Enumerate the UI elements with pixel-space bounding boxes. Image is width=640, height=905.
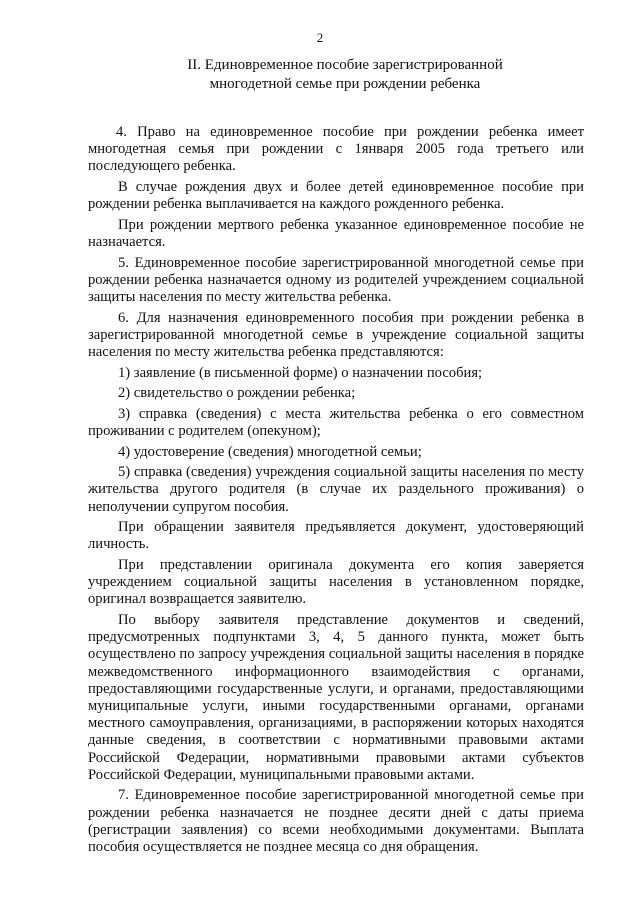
list-item-1-application: 1) заявление (в письменной форме) о назначении пособия; xyxy=(118,364,483,381)
document-body xyxy=(88,124,584,860)
paragraph-stillbirth: При рождении мертвого ребенка указанное единовременное пособие не назначается. xyxy=(88,216,584,250)
section-title xyxy=(150,56,540,94)
paragraph-interagency-request: По выбору заявителя представление документов и сведений, предусмотренных подпунктами 3, 4, 5 данного пункта, может быть осуществлено по запросу учреждения социальной защиты населения в порядке межведомственного информационного взаимодействия с органами, предоставляющими государственные услуги, и органами, предоставляющими муниципальные услуги, иными государственными органами, органами местного самоуправления, организациями, в распоряжении которых находятся данные сведения, в соответствии с нормативными правовыми актами Российской Федерации, нормативными правовыми актами субъектов Российской Федерации, муниципальными правовыми актами. xyxy=(88,611,584,783)
paragraph-5-assignment: 5. Единовременное пособие зарегистрированной многодетной семье при рождении ребенка назначается одному из родителей учреждением социальной защиты населения по месту жительства ребенка. xyxy=(88,254,584,305)
list-item-5-non-receipt-certificate: 5) справка (сведения) учреждения социальной защиты населения по месту жительства другого родителя (в случае их раздельного проживания) о неполучении супругом пособия. xyxy=(88,464,584,515)
page-number: 2 xyxy=(316,30,324,45)
paragraph-copy-certification: При представлении оригинала документа его копия заверяется учреждением социальной защиты населения в установленном порядке, оригинал возвращается заявителю. xyxy=(88,556,584,608)
list-item-2-birth-certificate: 2) свидетельство о рождении ребенка; xyxy=(118,385,356,402)
paragraph-4-entitlement: 4. Право на единовременное пособие при рождении ребенка имеет многодетная семья при рождении с 1января 2005 года третьего или последующего ребенка. xyxy=(88,124,584,175)
paragraph-identity-document: При обращении заявителя предъявляется документ, удостоверяющий личность. xyxy=(88,519,584,553)
list-item-4-family-certificate: 4) удостоверение (сведения) многодетной семьи; xyxy=(118,443,422,460)
paragraph-7-deadlines: 7. Единовременное пособие зарегистрированной многодетной семье при рождении ребенка назначается не позднее десяти дней с даты приема (регистрации заявления) со всеми необходимыми документами. Выплата пособия осуществляется не позднее месяца со дня обращения. xyxy=(88,787,584,855)
section-title-line-1: II. Единовременное пособие зарегистрированной xyxy=(187,57,503,73)
list-item-3-residence-certificate: 3) справка (сведения) с места жительства ребенка о его совместном проживании с родителем (опекуном); xyxy=(88,405,584,439)
paragraph-6-documents: 6. Для назначения единовременного пособия при рождении ребенка в зарегистрированной многодетной семье в учреждение социальной защиты населения по месту жительства ребенка представляются: xyxy=(88,309,584,360)
section-title-line-2: многодетной семье при рождении ребенка xyxy=(209,76,481,92)
paragraph-multiple-births: В случае рождения двух и более детей единовременное пособие при рождении ребенка выплачивается на каждого рожденного ребенка. xyxy=(88,179,584,213)
